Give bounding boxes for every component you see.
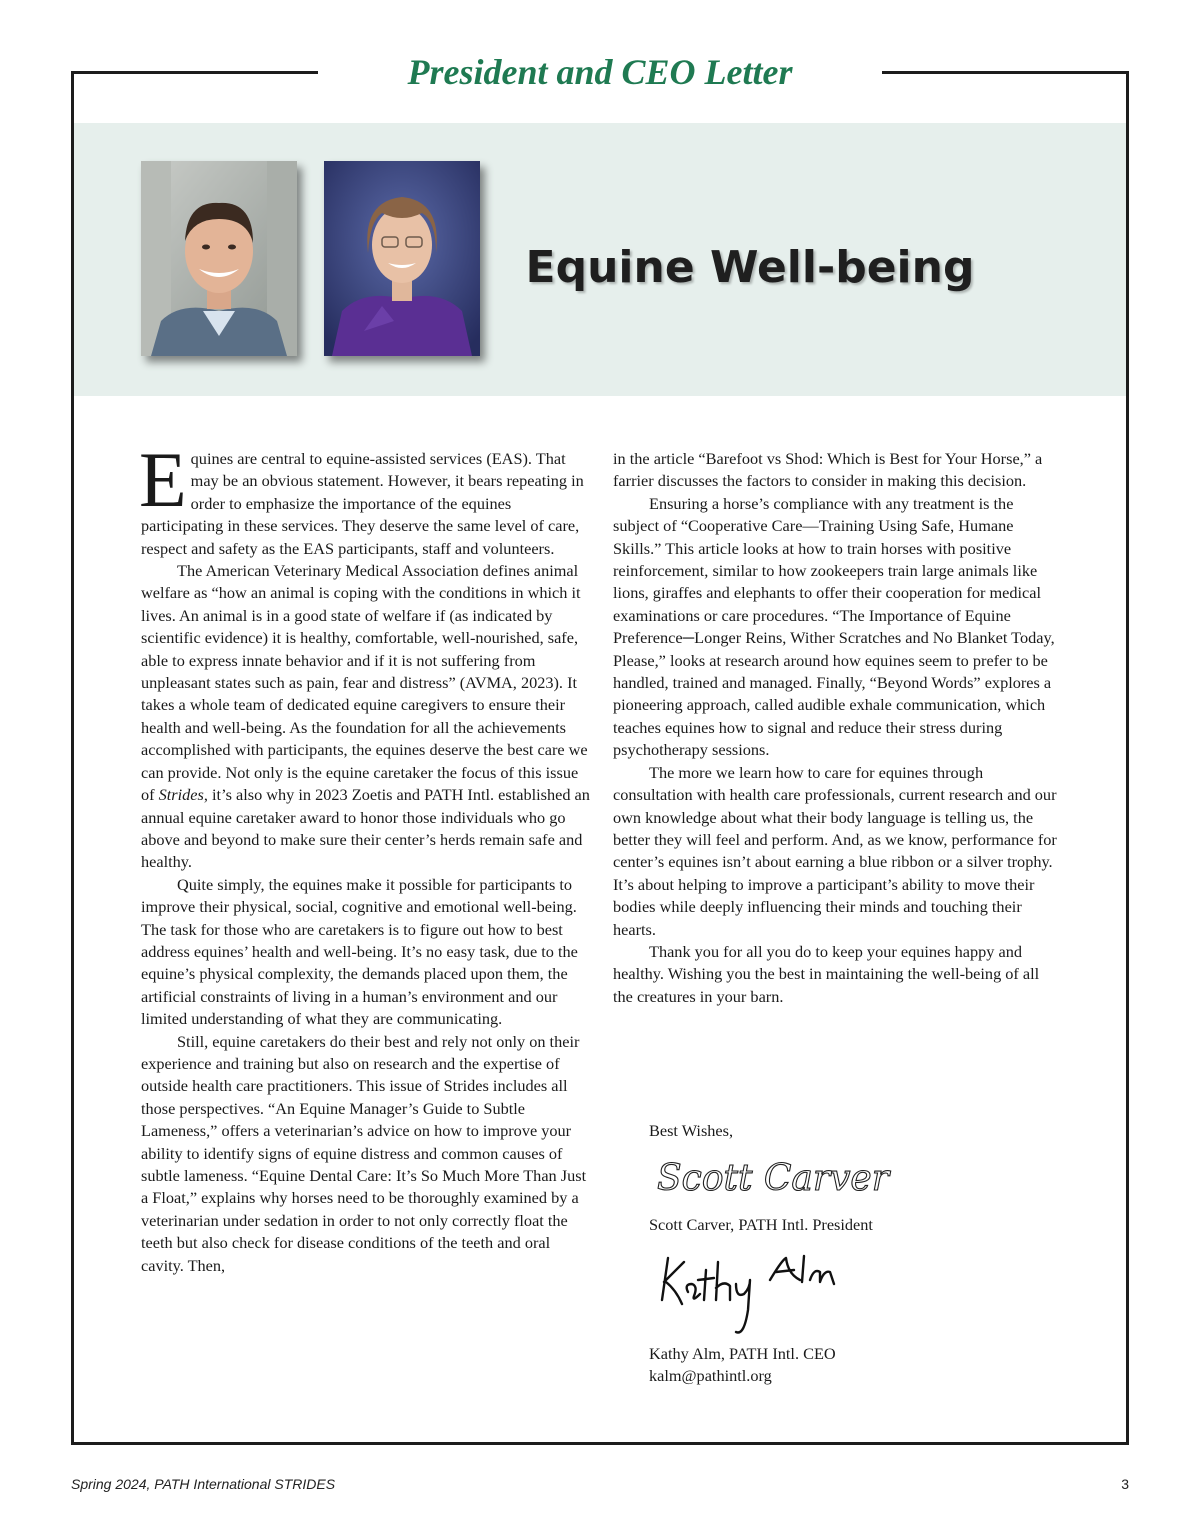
contact-email[interactable]: kalm@pathintl.org: [649, 1366, 772, 1385]
section-title: President and CEO Letter: [318, 50, 882, 94]
magazine-name: Strides: [158, 785, 204, 805]
paragraph-4: Still, equine caretakers do their best and rely not only on their experience and training but also on research and the expertise of outside health care practitioners. This issue of Strides includes all those perspectives. “An Equine Manager’s Guide to Subtle Lameness,” offers a veterinarian’s advice on how to improve your ability to identify signs of equine distress and common causes of subtle lameness. “Equine Dental Care: It’s So Much More Than Just a Float,” explains why horses need to be thoroughly examined by a veterinarian under sedation in order to not only correctly float the teeth but also check for disease conditions of the teeth and oral cavity. Then,: [141, 1031, 587, 1275]
paragraph-3: Quite simply, the equines make it possible for participants to improve their physical, social, cognitive and emotional well-being. The task for those who are caretakers is to figure out how to best address equines’ health and well-being. It’s no easy task, due to the equine’s physical complexity, the demands placed upon them, the artificial constraints of living in a human’s environment and our limited understanding of what they are communicating.: [141, 874, 578, 1029]
article-title: Equine Well-being: [525, 242, 975, 293]
footer-issue: Spring 2024, PATH International STRIDES: [71, 1476, 336, 1492]
article-column-right: [613, 448, 1063, 1008]
signature-1-text: Scott Carver: [657, 1158, 889, 1199]
paragraph-2-text-a: The American Veterinary Medical Association defines animal welfare as “how an animal is coping with the conditions in which it lives. An animal is in a good state of welfare if (as indicated by scientific evidence) it is healthy, comfortable, well-nourished, safe, able to express innate behavior and if it is not suffering from unpleasant states such as pain, fear and distress” (AVMA, 2023). It takes a whole team of dedicated equine caregivers to ensure their health and well-being. As the foundation for all the achievements accomplished with participants, the equines deserve the best care we can provide. Not only is the equine caretaker the focus of this issue of: [141, 561, 588, 805]
ceo-photo: [324, 161, 480, 356]
signer-1: Scott Carver, PATH Intl. President: [649, 1215, 873, 1234]
paragraph-2: [141, 560, 591, 874]
drop-cap: E: [139, 436, 187, 523]
page-number: 3: [1121, 1476, 1129, 1492]
signer-2: Kathy Alm, PATH Intl. CEO: [649, 1344, 836, 1363]
salutation: Best Wishes,: [649, 1121, 734, 1140]
paragraph-2-text-b: , it’s also why in 2023 Zoetis and PATH Intl. established an annual equine caretaker award to honor those individuals who go above and beyond to make sure their center’s herds remain safe and healthy.: [141, 785, 590, 872]
paragraph-6: Ensuring a horse’s compliance with any treatment is the subject of “Cooperative Care—Training Using Safe, Humane Skills.” This article looks at how to train horses with positive reinforcement, similar to how zookeepers train large animals like lions, giraffes and elephants to offer their cooperation for medical examinations or care procedures. “The Importance of Equine Preference─Longer Reins, Wither Scratches and No Blanket Today, Please,” looks at research around how equines seem to prefer to be handled, trained and managed. Finally, “Beyond Words” explores a pioneering approach, called audible exhale communication, which teaches equines how to signal and reduce their stress during psychotherapy sessions.: [613, 493, 1055, 760]
president-photo: [141, 161, 297, 356]
paragraph-5: in the article “Barefoot vs Shod: Which is Best for Your Horse,” a farrier discusses the factors to consider in making this decision.: [613, 449, 1043, 491]
kathy-alm-signature: [650, 1240, 870, 1340]
paragraph-1-text: quines are central to equine-assisted services (EAS). That may be an obvious statement. However, it bears repeating in order to emphasize the importance of the equines participating in these services. They deserve the same level of care, respect and safety as the EAS participants, staff and volunteers.: [141, 449, 584, 558]
paragraph-1: [139, 436, 591, 560]
paragraph-7: The more we learn how to care for equines through consultation with health care professionals, current research and our own knowledge about what their body language is telling us, the better they will feel and perform. And, as we know, performance for center’s equines isn’t about earning a blue ribbon or a silver trophy. It’s about helping to improve a participant’s ability to move their bodies while deeply influencing their minds and touching their hearts.: [613, 762, 1057, 939]
paragraph-8: Thank you for all you do to keep your equines happy and healthy. Wishing you the best in maintaining the well-being of all the creatures in your barn.: [613, 941, 1040, 1006]
scott-carver-signature: [655, 1152, 895, 1204]
article-column-left: [139, 436, 591, 1277]
